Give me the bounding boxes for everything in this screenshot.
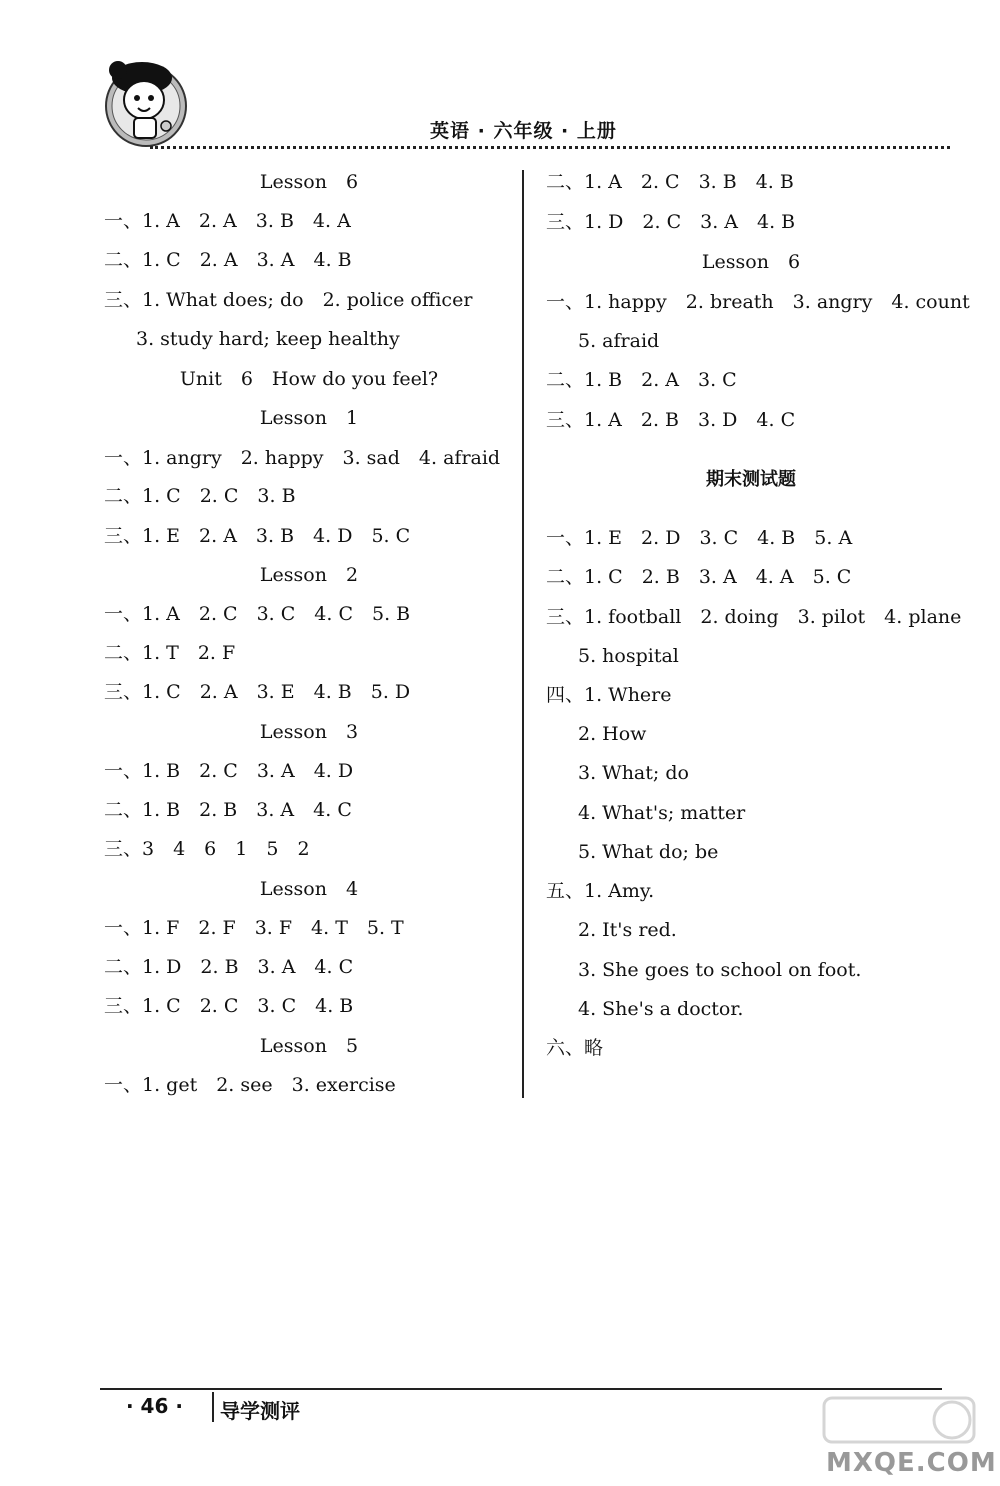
watermark-text: MXQE.COM [826, 1448, 997, 1478]
answer-line: 4. She's a doctor. [578, 998, 744, 1020]
answer-line: 三、1. E 2. A 3. B 4. D 5. C [104, 525, 411, 547]
answer-line: 2. It's red. [578, 919, 677, 941]
answer-line: 二、1. T 2. F [104, 642, 236, 664]
section-heading: Lesson 5 [259, 1035, 359, 1057]
answer-line: 二、1. D 2. B 3. A 4. C [104, 956, 354, 978]
footer-divider [212, 1392, 214, 1422]
answer-line: 三、1. What does; do 2. police officer [104, 289, 473, 311]
answer-line: 3. study hard; keep healthy [136, 328, 400, 350]
section-heading: Lesson 1 [259, 407, 359, 429]
section-heading: 期末测试题 [706, 469, 796, 490]
answer-line: 三、1. A 2. B 3. D 4. C [546, 409, 796, 431]
answer-line: 一、1. A 2. A 3. B 4. A [104, 210, 351, 232]
answer-line: 二、1. C 2. B 3. A 4. A 5. C [546, 566, 852, 588]
section-heading: Lesson 4 [259, 878, 359, 900]
answer-line: 4. What's; matter [578, 802, 746, 824]
header-dotted-rule [150, 146, 950, 149]
answer-line: 3. She goes to school on foot. [578, 959, 862, 981]
answer-line: 二、1. C 2. C 3. B [104, 485, 296, 507]
answer-line: 一、1. B 2. C 3. A 4. D [104, 760, 354, 782]
footer-rule [100, 1388, 942, 1390]
answer-line: 一、1. happy 2. breath 3. angry 4. count [546, 291, 970, 313]
answer-line: 三、1. C 2. C 3. C 4. B [104, 995, 354, 1017]
section-heading: Lesson 6 [259, 171, 359, 193]
answer-line: 5. What do; be [578, 841, 719, 863]
answer-line: 三、1. D 2. C 3. A 4. B [546, 211, 796, 233]
footer-brand: 导学测评 [220, 1399, 300, 1423]
section-heading: Lesson 3 [259, 721, 359, 743]
answer-line: 三、1. football 2. doing 3. pilot 4. plane [546, 606, 962, 628]
answer-line: 六、略 [546, 1037, 604, 1059]
answer-line: 三、1. C 2. A 3. E 4. B 5. D [104, 681, 411, 703]
mascot-logo [96, 56, 192, 148]
answer-line: 二、1. B 2. B 3. A 4. C [104, 799, 352, 821]
answer-line: 二、1. B 2. A 3. C [546, 369, 737, 391]
answer-line: 二、1. A 2. C 3. B 4. B [546, 171, 794, 193]
answer-line: 2. How [578, 723, 647, 745]
answer-line: 一、1. get 2. see 3. exercise [104, 1074, 396, 1096]
answer-line: 一、1. F 2. F 3. F 4. T 5. T [104, 917, 404, 939]
answer-line: 四、1. Where [546, 684, 672, 706]
section-heading: Unit 6 How do you feel? [179, 368, 439, 390]
answer-line: 二、1. C 2. A 3. A 4. B [104, 249, 352, 271]
answer-line: 一、1. angry 2. happy 3. sad 4. afraid [104, 447, 501, 469]
page-header-title: 英语 · 六年级 · 上册 [430, 120, 617, 142]
answer-line: 5. hospital [578, 645, 679, 667]
answer-line: 一、1. E 2. D 3. C 4. B 5. A [546, 527, 853, 549]
answer-line: 3. What; do [578, 762, 689, 784]
section-heading: Lesson 6 [701, 251, 801, 273]
column-divider [522, 170, 524, 1098]
answer-line: 五、1. Amy. [546, 880, 655, 902]
page-number: · 46 · [126, 1394, 183, 1418]
answer-line: 三、3 4 6 1 5 2 [104, 838, 310, 860]
answer-line: 5. afraid [578, 330, 660, 352]
answer-line: 一、1. A 2. C 3. C 4. C 5. B [104, 603, 411, 625]
section-heading: Lesson 2 [259, 564, 359, 586]
